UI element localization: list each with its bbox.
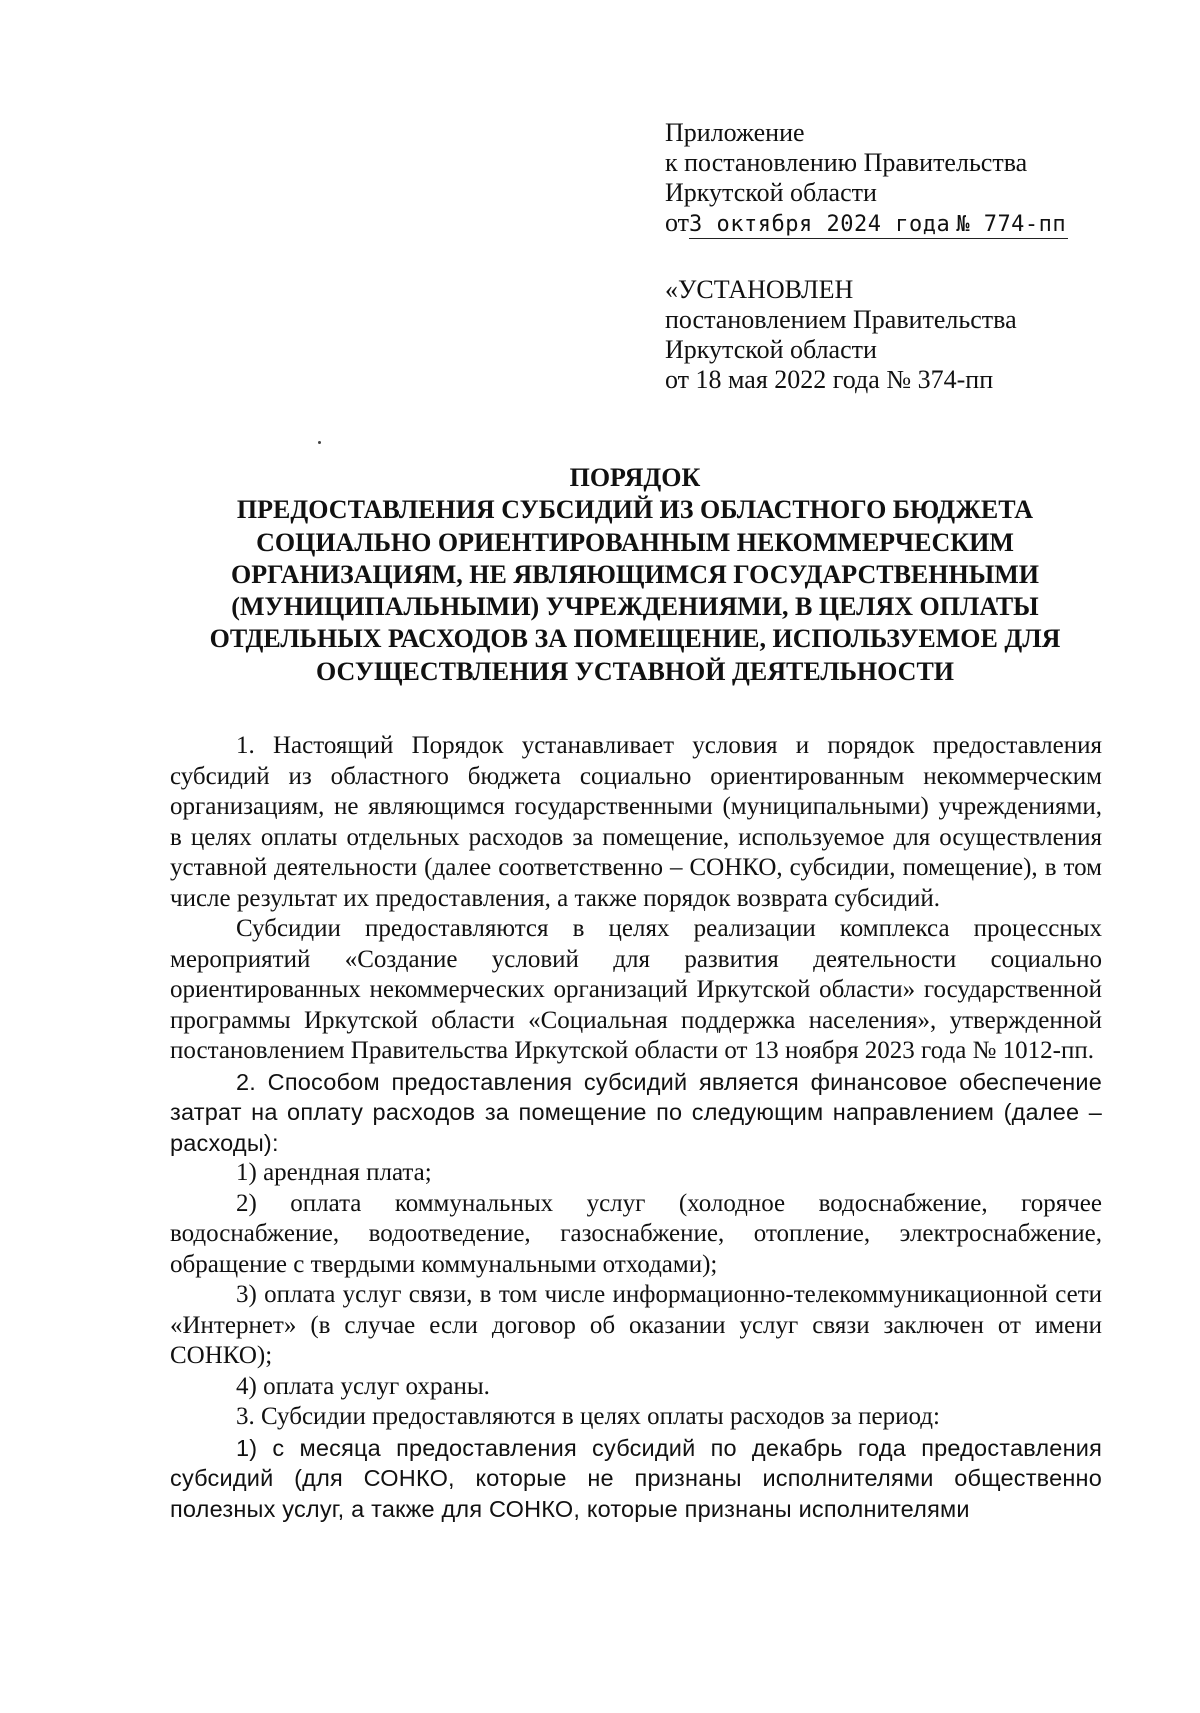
paragraph-subsidy-purpose: Субсидии предоставляются в целях реализации комплекса процессных мероприятий «Создание условий для развития деятельности социально ориентированных некоммерческих организаций Иркутской области» государственной программы Иркутской области «Социальная поддержка населения», утвержденной постановлением Правительства Иркутской области от 13 ноября 2023 года № 1012-пп. <box>170 915 1102 1064</box>
paragraph-2: 2. Способом предоставления субсидий является финансовое обеспечение затрат на оплату расходов за помещение по следующим направлением (далее – расходы): <box>170 1068 1102 1156</box>
list-item-security: 4) оплата услуг охраны. <box>236 1372 490 1400</box>
title-line: СОЦИАЛЬНО ОРИЕНТИРОВАННЫМ НЕКОММЕРЧЕСКИМ <box>256 527 1014 557</box>
appendix-reference: к постановлению Правительства <box>665 148 1028 177</box>
established-block <box>665 275 1017 395</box>
title-line: ОТДЕЛЬНЫХ РАСХОДОВ ЗА ПОМЕЩЕНИЕ, ИСПОЛЬЗУЕМОЕ ДЛЯ <box>209 624 1061 654</box>
list-item-period: 1) с месяца предоставления субсидий по декабрь года предоставления субсидий (для СОНКО, которые не признаны исполнителями общественно полезных услуг, а также для СОНКО, которые признаны исполнителями <box>170 1434 1102 1522</box>
established-by: постановлением Правительства <box>665 305 1017 334</box>
typed-date-field <box>689 212 1068 239</box>
established-label: «УСТАНОВЛЕН <box>665 275 854 304</box>
title-line: ПРЕДОСТАВЛЕНИЯ СУБСИДИЙ ИЗ ОБЛАСТНОГО БЮДЖЕТА <box>236 495 1034 525</box>
typed-number: № 774-пп <box>956 212 1067 237</box>
document-title <box>160 462 1110 688</box>
scan-speck <box>318 441 321 444</box>
title-line: ОСУЩЕСТВЛЕНИЯ УСТАВНОЙ ДЕЯТЕЛЬНОСТИ <box>315 656 955 686</box>
appendix-label: Приложение <box>665 118 805 147</box>
appendix-date-line <box>665 208 1068 240</box>
list-item-communication: 3) оплата услуг связи, в том числе информационно-телекоммуникационной сети «Интернет» (в случае если договор об оказании услуг связи заключен от имени СОНКО); <box>170 1281 1102 1369</box>
paragraph-3: 3. Субсидии предоставляются в целях оплаты расходов за период: <box>236 1403 940 1430</box>
title-line: (МУНИЦИПАЛЬНЫМИ) УЧРЕЖДЕНИЯМИ, В ЦЕЛЯХ ОПЛАТЫ <box>231 592 1039 622</box>
list-item-utilities: 2) оплата коммунальных услуг (холодное водоснабжение, горячее водоснабжение, водоотведение, газоснабжение, отопление, электроснабжение, обращение с твердыми коммунальными отходами); <box>170 1189 1102 1278</box>
title-line: ОРГАНИЗАЦИЯМ, НЕ ЯВЛЯЮЩИМСЯ ГОСУДАРСТВЕННЫМИ <box>230 559 1040 589</box>
established-region: Иркутской области <box>665 335 877 364</box>
title-line: ПОРЯДОК <box>569 463 701 492</box>
appendix-region: Иркутской области <box>665 178 877 207</box>
appendix-header <box>665 118 1068 240</box>
typed-date: 3 октября 2024 года <box>689 212 951 237</box>
paragraph-1: 1. Настоящий Порядок устанавливает условия и порядок предоставления субсидий из областного бюджета социально ориентированным некоммерческим организациям, не являющимся государственными (муниципальными) учреждениями, в целях оплаты отдельных расходов за помещение, используемое для осуществления уставной деятельности (далее соответственно – СОНКО, субсидии, помещение), в том числе результат их предоставления, а также порядок возврата субсидий. <box>170 732 1102 912</box>
list-item-rent: 1) арендная плата; <box>236 1159 432 1186</box>
established-date: от 18 мая 2022 года № 374-пп <box>665 365 994 394</box>
document-body <box>170 731 1102 1524</box>
date-prefix: от <box>665 208 690 237</box>
